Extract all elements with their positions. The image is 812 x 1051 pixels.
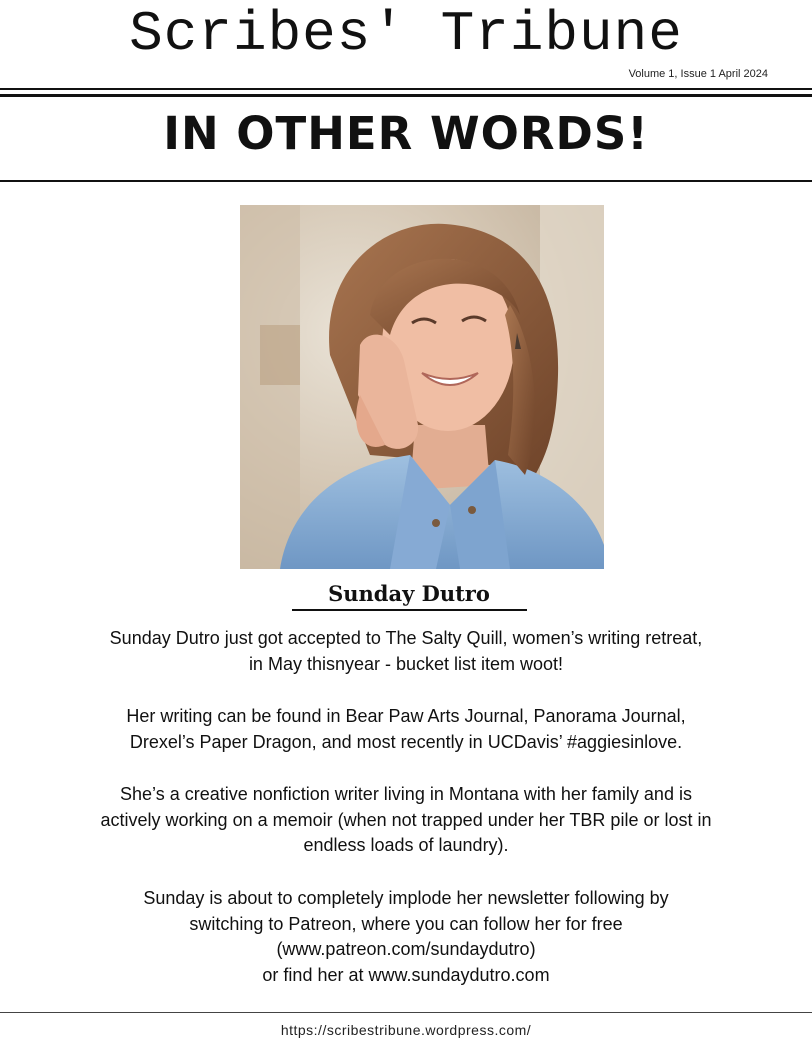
website-link: or find her at www.sundaydutro.com	[262, 964, 550, 985]
issue-line: Volume 1, Issue 1 April 2024	[628, 68, 768, 80]
paragraph-line: endless loads of laundry).	[303, 835, 509, 855]
paragraph-line: switching to Patreon, where you can follow her for free	[189, 913, 623, 934]
article-paragraph-2	[20, 704, 792, 755]
article-paragraph-3	[20, 782, 792, 859]
paragraph-line: in May thisnyear - bucket list item woot!	[248, 653, 564, 674]
profile-name: Sunday Dutro	[328, 581, 490, 606]
paragraph-line: Her writing can be found in Bear Paw Arts Journal, Panorama Journal,	[126, 706, 686, 726]
newsletter-title: Scribes' Tribune	[129, 2, 683, 66]
name-underline	[292, 609, 527, 611]
article-paragraph-1	[20, 626, 792, 677]
patreon-link: (www.patreon.com/sundaydutro)	[276, 939, 536, 959]
paragraph-line: She’s a creative nonfiction writer living in Montana with her family and is	[120, 784, 692, 804]
masthead-divider-thin	[0, 88, 812, 90]
paragraph-line: Sunday Dutro just got accepted to The Salty Quill, women’s writing retreat,	[109, 628, 703, 648]
footer-url: https://scribestribune.wordpress.com/	[280, 1022, 532, 1038]
paragraph-line: Drexel’s Paper Dragon, and most recently in UCDavis’ #aggiesinlove.	[129, 731, 683, 752]
paragraph-line: Sunday is about to completely implode her newsletter following by	[143, 888, 669, 908]
headline-divider	[0, 180, 812, 182]
article-paragraph-4	[20, 886, 792, 988]
masthead-divider-thick	[0, 94, 812, 97]
paragraph-line: actively working on a memoir (when not trapped under her TBR pile or lost in	[100, 809, 712, 830]
footer-divider	[0, 1012, 812, 1013]
profile-photo	[240, 205, 604, 569]
section-headline: IN OTHER WORDS!	[163, 107, 649, 160]
